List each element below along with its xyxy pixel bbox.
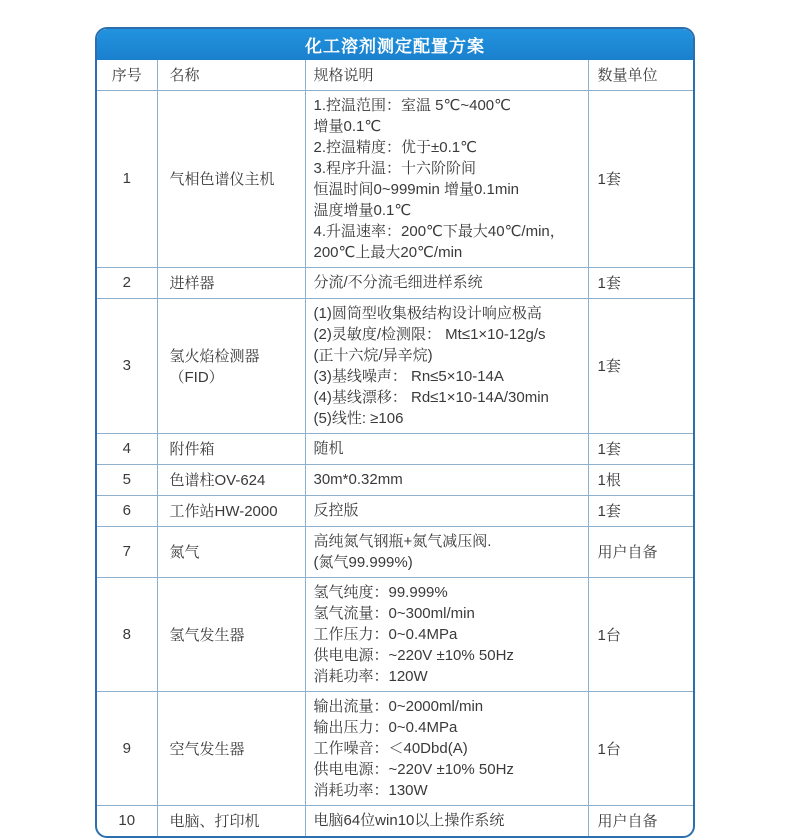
spec-line: 4.升温速率：200℃下最大40℃/min， (313, 222, 565, 240)
item-spec (305, 298, 588, 433)
item-name: 附件箱 (157, 433, 305, 464)
column-header-no: 序号 (97, 60, 157, 90)
item-quantity: 用户自备 (588, 805, 693, 836)
spec-line: 氢气流量：0~300ml/min (313, 604, 475, 622)
spec-line: 温度增量0.1℃ (313, 201, 412, 219)
spec-line: (5)线性: ≥106 (313, 409, 404, 427)
spec-line: 高纯氮气钢瓶+氮气减压阀. (313, 532, 492, 550)
item-spec (305, 691, 588, 805)
spec-line: 电脑64位win10以上操作系统 (313, 812, 505, 830)
row-number: 4 (97, 433, 157, 464)
table-row (97, 526, 693, 577)
item-quantity: 1套 (588, 433, 693, 464)
row-number: 3 (97, 298, 157, 433)
item-quantity: 1套 (588, 90, 693, 267)
spec-line: 工作噪音：＜40Dbd(A) (313, 739, 468, 757)
row-number: 1 (97, 90, 157, 267)
spec-line: (3)基线噪声： Rn≤5×10-14A (313, 367, 504, 385)
spec-line: 增量0.1℃ (313, 117, 382, 135)
item-quantity: 1台 (588, 691, 693, 805)
spec-line: 工作压力：0~0.4MPa (313, 625, 458, 643)
spec-line: 供电电源：~220V ±10% 50Hz (313, 646, 514, 664)
spec-line: 供电电源：~220V ±10% 50Hz (313, 760, 514, 778)
item-quantity: 1台 (588, 577, 693, 691)
item-spec (305, 495, 588, 526)
row-number: 2 (97, 267, 157, 298)
config-table (97, 60, 693, 836)
spec-line: (1)圆筒型收集极结构设计响应极高 (313, 304, 542, 322)
column-header-spec: 规格说明 (305, 60, 588, 90)
table-row (97, 267, 693, 298)
item-name: 空气发生器 (157, 691, 305, 805)
spec-line: 2.控温精度：优于±0.1℃ (313, 138, 477, 156)
item-name: 气相色谱仪主机 (157, 90, 305, 267)
item-spec (305, 577, 588, 691)
table-row (97, 90, 693, 267)
spec-line: 消耗功率：130W (313, 781, 428, 799)
item-quantity: 1套 (588, 298, 693, 433)
page-title: 化工溶剂测定配置方案 (305, 37, 485, 56)
spec-line: 1.控温范围：室温 5℃~400℃ (313, 96, 511, 114)
table-row (97, 495, 693, 526)
spec-line: 反控版 (313, 502, 359, 519)
item-name: 进样器 (157, 267, 305, 298)
spec-line: (4)基线漂移： Rd≤1×10-14A/30min (313, 388, 549, 406)
row-number: 9 (97, 691, 157, 805)
item-name: 氮气 (157, 526, 305, 577)
spec-line: (氮气99.999%) (313, 553, 413, 571)
table-row (97, 464, 693, 495)
spec-line: 恒温时间0~999min 增量0.1min (313, 180, 519, 198)
spec-line: 输出压力：0~0.4MPa (313, 718, 458, 736)
item-name: 氢气发生器 (157, 577, 305, 691)
row-number: 10 (97, 805, 157, 836)
spec-line: 30m*0.32mm (313, 471, 403, 488)
config-table-card (95, 27, 695, 838)
table-row (97, 433, 693, 464)
spec-line: 随机 (313, 440, 344, 457)
row-number: 8 (97, 577, 157, 691)
item-spec (305, 433, 588, 464)
item-quantity: 1根 (588, 464, 693, 495)
item-name: 电脑、打印机 (157, 805, 305, 836)
item-quantity: 1套 (588, 267, 693, 298)
item-quantity: 用户自备 (588, 526, 693, 577)
row-number: 6 (97, 495, 157, 526)
item-name: 氢火焰检测器（FID） (157, 298, 305, 433)
spec-line: (正十六烷/异辛烷) (313, 346, 433, 364)
row-number: 7 (97, 526, 157, 577)
item-spec (305, 526, 588, 577)
item-spec (305, 464, 588, 495)
item-spec (305, 805, 588, 836)
column-header-name: 名称 (157, 60, 305, 90)
item-name: 色谱柱OV-624 (157, 464, 305, 495)
table-row (97, 805, 693, 836)
table-row (97, 298, 693, 433)
table-header-row (97, 60, 693, 90)
spec-line: 消耗功率：120W (313, 667, 428, 685)
spec-line: 3.程序升温：十六阶阶间 (313, 159, 477, 177)
spec-line: 氢气纯度：99.999% (313, 583, 448, 601)
item-quantity: 1套 (588, 495, 693, 526)
item-spec (305, 90, 588, 267)
spec-line: 200℃上最大20℃/min (313, 243, 463, 261)
table-row (97, 577, 693, 691)
table-row (97, 691, 693, 805)
spec-line: 输出流量：0~2000ml/min (313, 697, 484, 715)
spec-line: 分流/不分流毛细进样系统 (313, 274, 483, 291)
item-spec (305, 267, 588, 298)
item-name: 工作站HW-2000 (157, 495, 305, 526)
spec-line: (2)灵敏度/检测限： Mt≤1×10-12g/s (313, 325, 546, 343)
column-header-qty: 数量单位 (588, 60, 693, 90)
row-number: 5 (97, 464, 157, 495)
table-title-bar (97, 29, 693, 60)
